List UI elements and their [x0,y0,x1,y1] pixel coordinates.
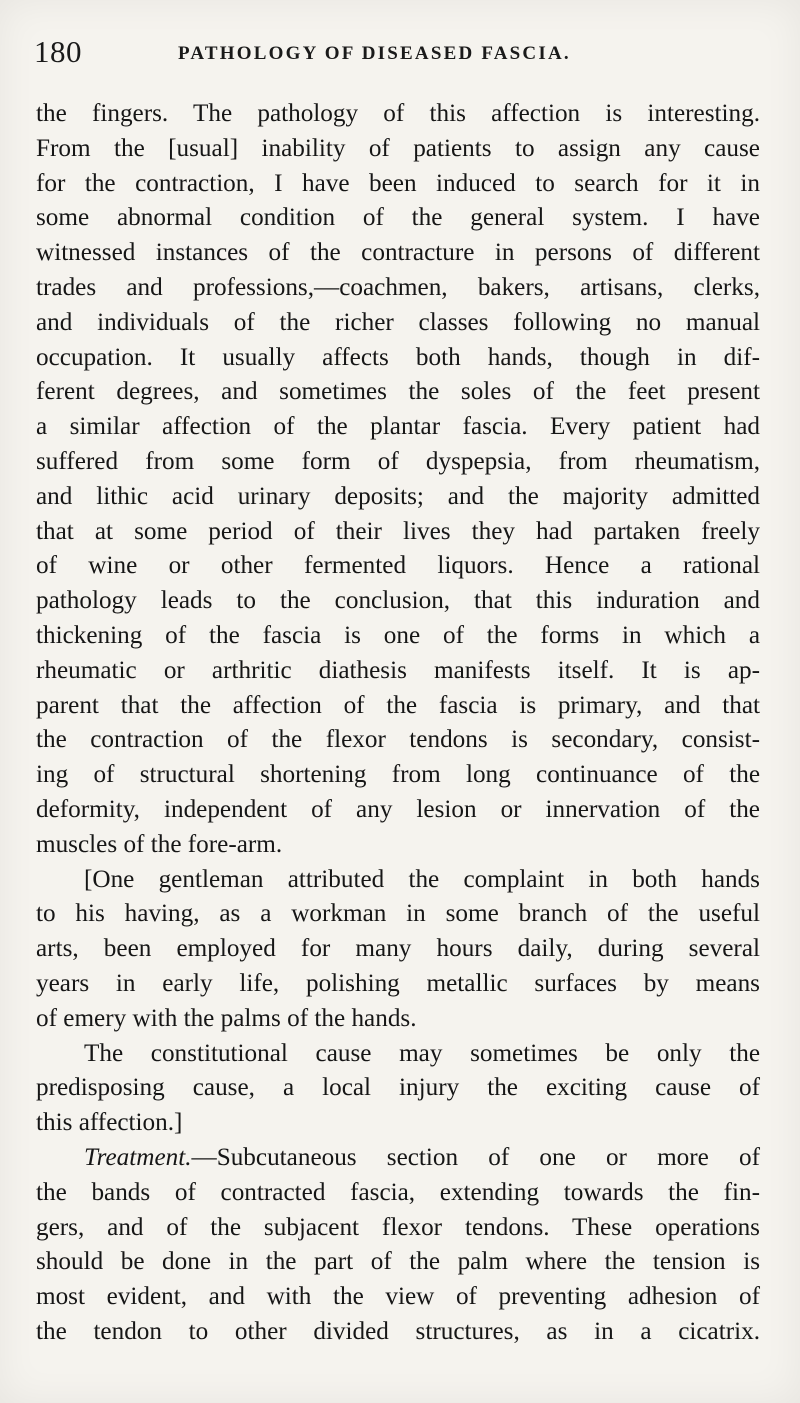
text-line: years in early life, polishing metallic surfaces by means [36,969,760,997]
text-line: most evident, and with the view of preventing adhesion of [36,1283,760,1311]
text-line: occupation. It usually affects both hands, though in dif- [36,343,760,371]
text-line: the tendon to other divided structures, as in a cicatrix. [36,1317,760,1345]
body-text [36,97,760,1350]
text-line: rheumatic or arthritic diathesis manifests itself. It is ap- [36,656,760,684]
text-line: [One gentleman attributed the complaint in both hands [84,865,760,893]
paragraph [36,1037,760,1141]
text-line: ferent degrees, and sometimes the soles of the feet present [36,378,760,406]
text-line: parent that the affection of the fascia is primary, and that [36,691,760,719]
text-line: gers, and of the subjacent flexor tendons. These operations [36,1213,760,1241]
text-line: this affection.] [36,1109,183,1137]
text-line: trades and professions,—coachmen, bakers, artisans, clerks, [36,273,760,301]
text-line: and lithic acid urinary deposits; and the majority admitted [36,482,760,510]
text-line: that at some period of their lives they had partaken freely [36,517,760,545]
text-line: for the contraction, I have been induced to search for it in [36,169,760,197]
paragraph [36,1141,760,1350]
text-line: some abnormal condition of the general system. I have [36,204,760,232]
text-line-rest: —Subcutaneous section of one or more of [191,1143,760,1171]
text-line: pathology leads to the conclusion, that this induration and [36,587,760,615]
text-line: muscles of the fore-arm. [36,830,283,858]
text-line: a similar affection of the plantar fascia. Every patient had [36,413,760,441]
text-line: the fingers. The pathology of this affection is interesting. [36,100,760,127]
page-number: 180 [34,34,82,69]
text-line: The constitutional cause may sometimes be only the [84,1039,760,1067]
paragraph [36,97,760,863]
text-line: should be done in the part of the palm where the tension is [36,1248,760,1276]
text-line: of wine or other fermented liquors. Hence a rational [36,552,760,580]
text-line: the bands of contracted fascia, extending towards the fin- [36,1178,760,1206]
text-line: to his having, as a workman in some branch of the useful [36,900,760,928]
text-line: witnessed instances of the contracture in persons of different [36,239,760,267]
text-line: of emery with the palms of the hands. [36,1004,417,1032]
running-title: PATHOLOGY OF DISEASED FASCIA. [178,43,571,64]
text-line: and individuals of the richer classes following no manual [36,308,760,336]
text-line: the contraction of the flexor tendons is secondary, consist- [36,726,760,754]
text-line: deformity, independent of any lesion or innervation of the [36,795,760,823]
text-line [36,1141,760,1176]
text-line: arts, been employed for many hours daily, during several [36,935,760,963]
paragraph [36,863,760,1037]
text-line: ing of structural shortening from long continuance of the [36,761,760,789]
text-line: suffered from some form of dyspepsia, from rheumatism, [36,447,760,475]
text-line: From the [usual] inability of patients to assign any cause [36,134,760,162]
text-line: thickening of the fascia is one of the forms in which a [36,621,760,649]
italic-heading: Treatment. [84,1143,192,1171]
text-line: predisposing cause, a local injury the exciting cause of [36,1074,760,1102]
